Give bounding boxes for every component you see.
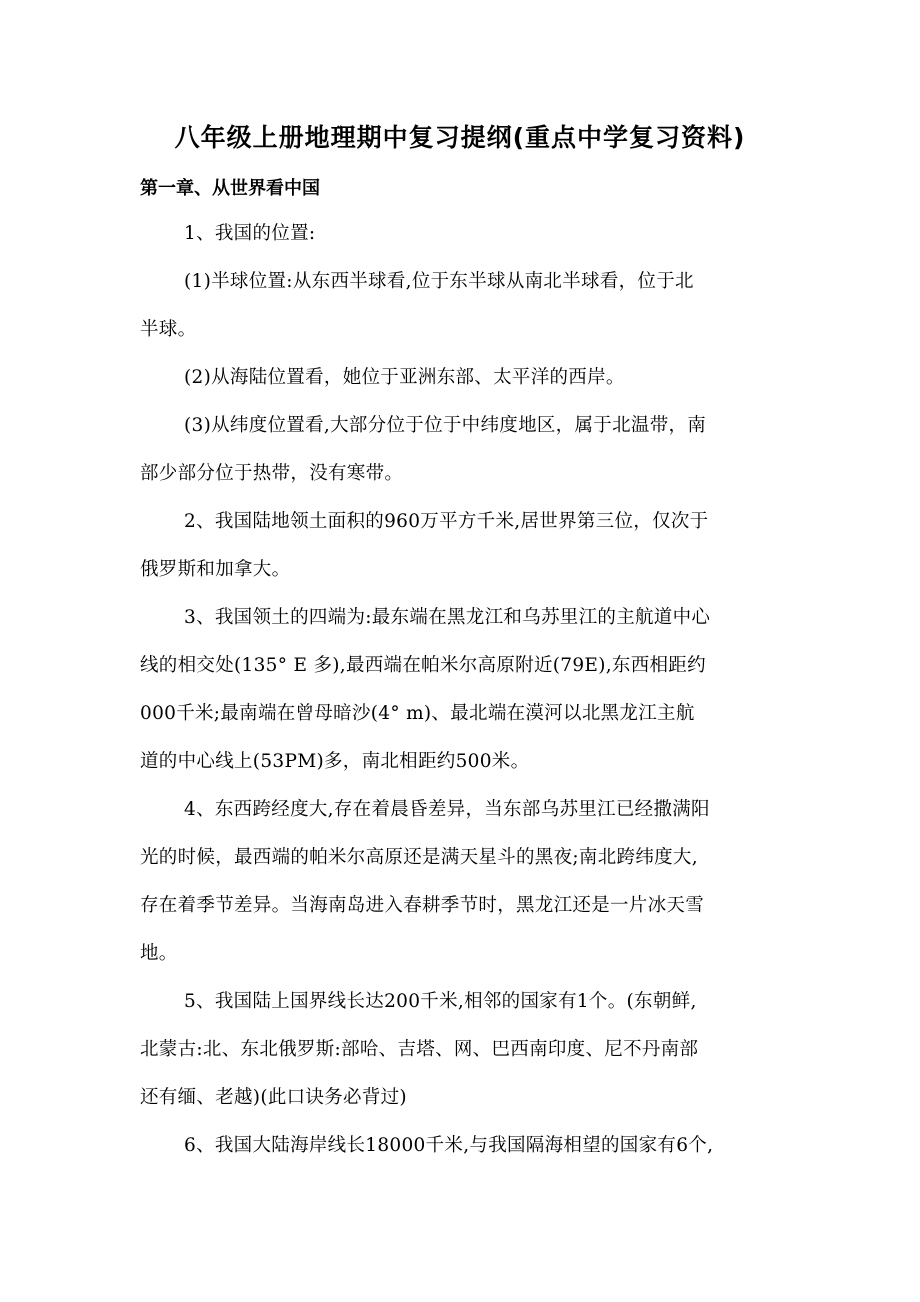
paragraph-line: (3)从纬度位置看,大部分位于位于中纬度地区，属于北温带，南 [184, 415, 707, 436]
paragraph-line: 线的相交处(135° E 多),最西端在帕米尔高原附近(79E),东西相距约 [140, 655, 706, 676]
paragraph-line: 半球。 [140, 319, 197, 340]
paragraph-line: 4、东西跨经度大,存在着晨昏差异，当东部乌苏里江已经撒满阳 [184, 799, 710, 820]
paragraph-line: (1)半球位置:从东西半球看,位于东半球从南北半球看，位于北 [184, 271, 694, 292]
paragraph-line: 存在着季节差异。当海南岛进入春耕季节时，黑龙江还是一片冰天雪 [140, 895, 705, 916]
document-title: 八年级上册地理期中复习提纲(重点中学复习资料) [174, 123, 746, 152]
paragraph-line: 北蒙古:北、东北俄罗斯:部哈、吉塔、网、巴西南印度、尼不丹南部 [140, 1039, 699, 1060]
paragraph-line: 光的时候，最西端的帕米尔高原还是满天星斗的黑夜;南北跨纬度大, [140, 847, 698, 868]
paragraph-line: 000千米;最南端在曾母暗沙(4° m)、最北端在漠河以北黑龙江主航 [140, 703, 695, 724]
paragraph-line: 还有缅、老越)(此口诀务必背过) [140, 1087, 407, 1108]
paragraph-line: 5、我国陆上国界线长达200千米,相邻的国家有1个。(东朝鲜, [184, 991, 697, 1012]
paragraph-line: 地。 [140, 943, 178, 964]
paragraph-line: 1、我国的位置: [184, 223, 316, 244]
paragraph-line: 俄罗斯和加拿大。 [140, 559, 291, 580]
paragraph-line: 2、我国陆地领土面积的960万平方千米,居世界第三位，仅次于 [184, 511, 709, 532]
paragraph-line: 道的中心线上(53PM)多，南北相距约500米。 [140, 751, 530, 772]
paragraph-line: 6、我国大陆海岸线长18000千米,与我国隔海相望的国家有6个, [184, 1135, 714, 1156]
paragraph-line: (2)从海陆位置看，她位于亚洲东部、太平洋的西岸。 [184, 367, 625, 388]
chapter-heading: 第一章、从世界看中国 [140, 178, 320, 199]
paragraph-line: 部少部分位于热带，没有寒带。 [140, 463, 404, 484]
paragraph-line: 3、我国领土的四端为:最东端在黑龙江和乌苏里江的主航道中心 [184, 607, 711, 628]
